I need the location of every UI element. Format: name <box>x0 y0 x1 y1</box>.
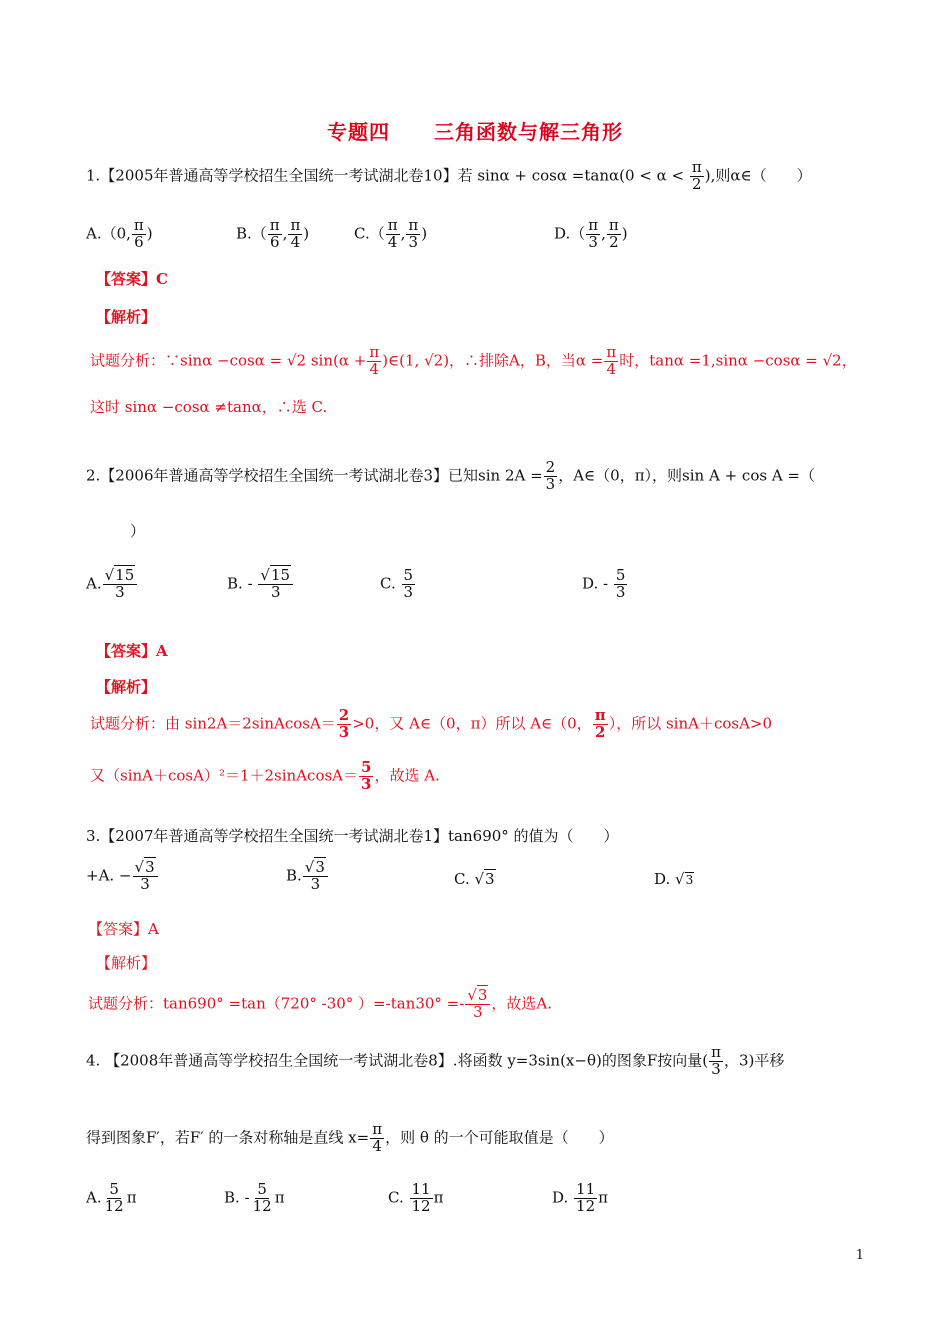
question-3-analysis-line1: 试题分析：tan690° =tan（720° -30° ）=-tan30° =- $\frac{√3}{3}$ ，故选A. <box>88 986 553 1021</box>
question-3-stem: 3.【2007年普通高等学校招生全国统一考试湖北卷1】tan690° 的值为（ ） <box>86 827 619 845</box>
question-1-analysis-line1: 试题分析：∵sinα −cosα = √2 sin(α + $\frac{\pi}{4}$ )∈(1, √2)，∴排除A，B，当α = $\frac{\pi}{4}$ 时，tanα =1,sinα −cosα = √2， <box>90 343 857 378</box>
question-1-stem: 1.【2005年普通高等学校招生全国统一考试湖北卷10】若 sinα + cosα =tanα(0 < α < $\frac{\pi}{2}$ ),则α∈（ ） <box>86 158 812 193</box>
question-3-option-c: C. √3 <box>454 870 495 888</box>
question-2-option-c: C. $\frac{5}{3}$ <box>380 566 414 601</box>
page-title: 专题四 三角函数与解三角形 <box>327 120 623 144</box>
question-1-analysis-line2: 这时 sinα −cosα ≠tanα，∴选 C. <box>90 398 328 416</box>
question-3-option-d: D. √3 <box>654 870 694 888</box>
question-2-stem: 2.【2006年普通高等学校招生全国统一考试湖北卷3】已知sin 2A = $\frac{2}{3}$ ，A∈（0，π），则sin A + cos A =（ <box>86 458 815 493</box>
question-4-option-d: D. $\frac{11}{12}$ π <box>552 1180 608 1215</box>
question-4-option-c: C. $\frac{11}{12}$ π <box>388 1180 444 1215</box>
question-3-analysis-label: 【解析】 <box>96 954 157 972</box>
page-number: 1 <box>855 1248 864 1263</box>
question-4-stem: 4. 【2008年普通高等学校招生全国统一考试湖北卷8】.将函数 y=3sin(x−θ)的图象F按向量( $\frac{\pi}{3}$ ，3)平移 <box>86 1043 785 1078</box>
question-2-stem-close: ） <box>130 522 146 540</box>
question-3-answer: 【答案】A <box>88 920 159 938</box>
question-2-analysis-label: 【解析】 <box>96 678 157 696</box>
question-1-analysis-label: 【解析】 <box>96 308 157 326</box>
question-4-option-a: A. $\frac{5}{12}$ π <box>86 1180 137 1215</box>
question-4-stem-line2: 得到图象F′，若F′ 的一条对称轴是直线 x= $\frac{\pi}{4}$ ，则 θ 的一个可能取值是（ ） <box>86 1120 614 1155</box>
fraction: $\frac{\pi}{2}$ <box>691 158 702 193</box>
question-1-answer: 【答案】C <box>96 270 168 288</box>
question-1-option-a: A.（0, $\frac{\pi}{6}$ ) <box>86 216 153 251</box>
question-2-analysis-line2: 又（sinA＋cosA）²＝1＋2sinAcosA＝ $\frac{5}{3}$ ，故选 A. <box>90 758 440 793</box>
question-3-option-b: B. $\frac{√3}{3}$ <box>286 860 329 893</box>
question-2-option-d: D. - $\frac{5}{3}$ <box>582 566 626 601</box>
question-1-option-b: B.（ $\frac{\pi}{6}$ , $\frac{\pi}{4}$ ) <box>236 216 310 251</box>
question-2-option-a: A. $\frac{√15}{3}$ <box>86 568 138 601</box>
question-2-answer: 【答案】A <box>96 642 168 660</box>
question-1-option-c: C.（ $\frac{\pi}{4}$ , $\frac{\pi}{3}$ ) <box>354 216 428 251</box>
question-4-option-b: B. - $\frac{5}{12}$ π <box>224 1180 285 1215</box>
question-2-option-b: B. - $\frac{√15}{3}$ <box>227 568 294 601</box>
question-1-option-d: D.（ $\frac{\pi}{3}$ , $\frac{\pi}{2}$ ) <box>554 216 628 251</box>
question-3-option-a: +A. − $\frac{√3}{3}$ <box>86 860 159 893</box>
question-2-analysis-line1: 试题分析：由 sin2A＝2sinAcosA＝ $\frac{2}{3}$ >0，又 A∈（0，π）所以 A∈（0， $\frac{\pi}{2}$ ），所以 sinA＋cosA>0 <box>90 706 773 741</box>
